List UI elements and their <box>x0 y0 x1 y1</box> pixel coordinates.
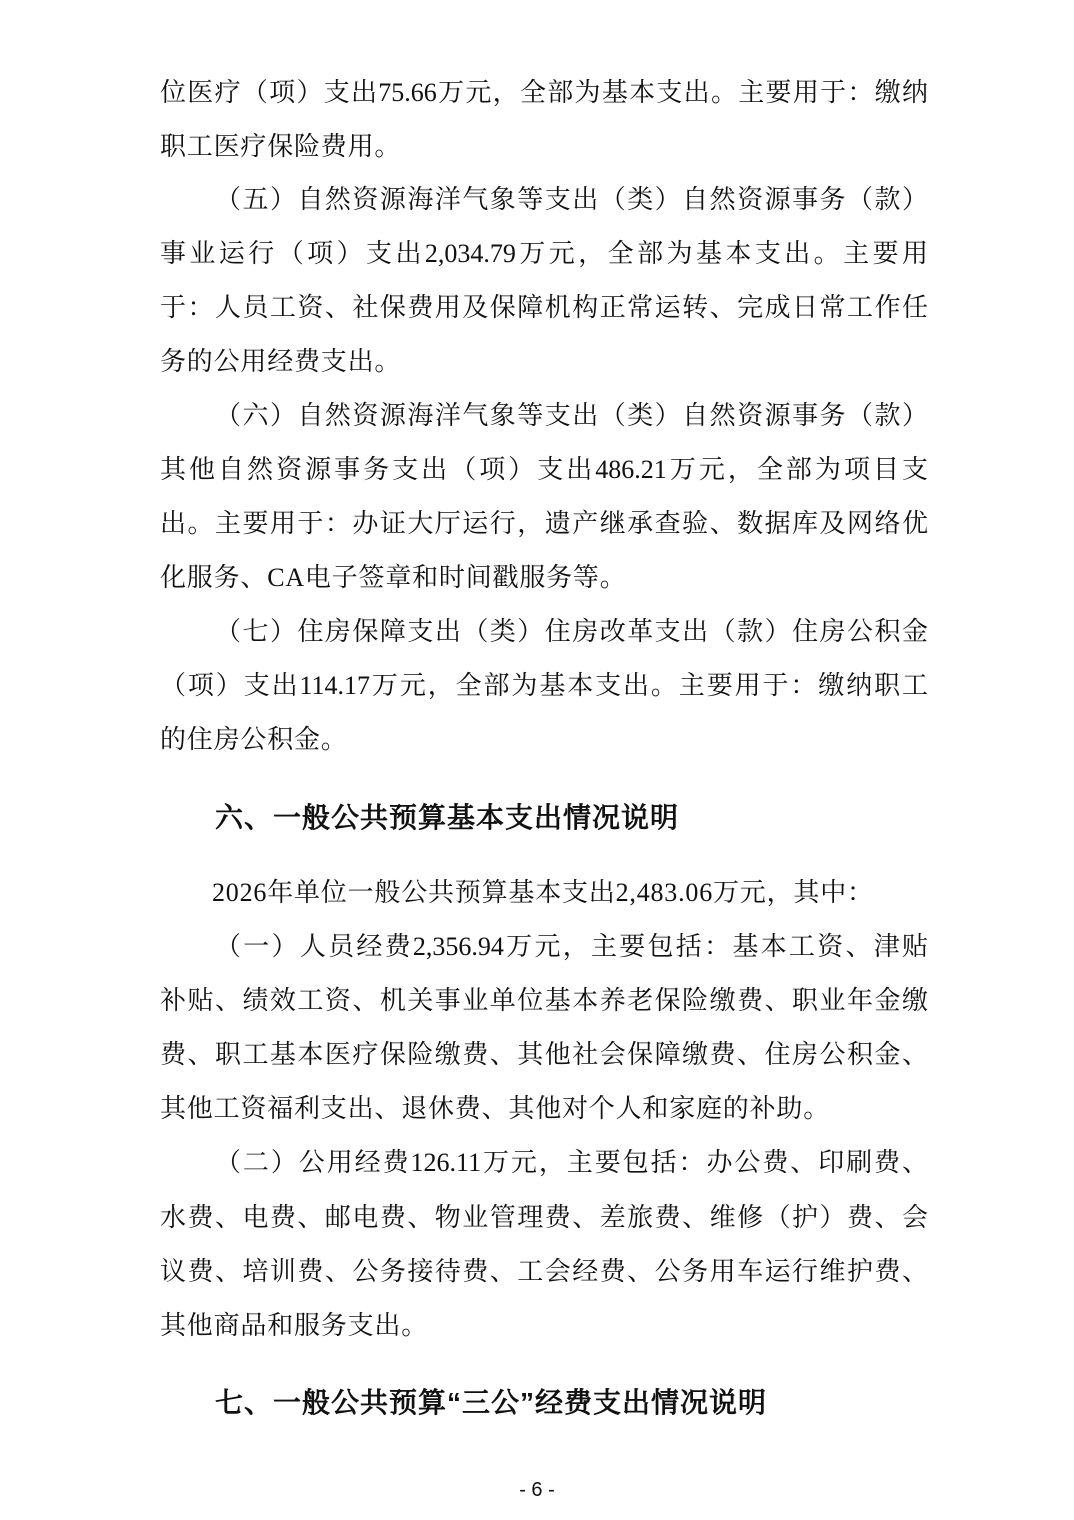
paragraph-line: 其他工资福利支出、退休费、其他对个人和家庭的补助。 <box>160 1094 831 1123</box>
paragraph-line: 出。主要用于：办证大厅运行，遗产继承查验、数据库及网络优 <box>160 509 928 538</box>
paragraph-line: 位医疗（项）支出75.66万元，全部为基本支出。主要用于：缴纳 <box>160 78 928 107</box>
paragraph-line: 费、职工基本医疗保险缴费、其他社会保障缴费、住房公积金、 <box>160 1040 928 1069</box>
paragraph-line: 事业运行（项）支出2,034.79万元，全部为基本支出。主要用 <box>160 239 928 268</box>
paragraph-line: 于：人员工资、社保费用及保障机构正常运转、完成日常工作任 <box>160 293 928 322</box>
paragraph-line: 水费、电费、邮电费、物业管理费、差旅费、维修（护）费、会 <box>160 1203 928 1232</box>
paragraph-line: （项）支出114.17万元，全部为基本支出。主要用于：缴纳职工 <box>160 671 928 700</box>
paragraph-line: （一）人员经费2,356.94万元，主要包括：基本工资、津贴 <box>215 932 928 961</box>
paragraph-line: 化服务、CA电子签章和时间戳服务等。 <box>160 563 627 592</box>
page-number: - 6 - <box>519 1479 555 1501</box>
paragraph-line: （七）住房保障支出（类）住房改革支出（款）住房公积金 <box>215 617 928 646</box>
paragraph-line: （二）公用经费126.11万元，主要包括：办公费、印刷费、 <box>215 1148 928 1177</box>
section-heading: 七、一般公共预算“三公”经费支出情况说明 <box>215 1387 768 1418</box>
paragraph-line: 其他商品和服务支出。 <box>160 1311 429 1340</box>
section-heading: 六、一般公共预算基本支出情况说明 <box>215 802 680 833</box>
paragraph-line: （五）自然资源海洋气象等支出（类）自然资源事务（款） <box>215 185 928 214</box>
paragraph-line: 的住房公积金。 <box>160 725 348 754</box>
paragraph-line: 2026年单位一般公共预算基本支出2,483.06万元，其中： <box>212 878 874 907</box>
paragraph-line: （六）自然资源海洋气象等支出（类）自然资源事务（款） <box>215 401 928 430</box>
paragraph-line: 补贴、绩效工资、机关事业单位基本养老保险缴费、职业年金缴 <box>160 986 928 1015</box>
paragraph-line: 其他自然资源事务支出（项）支出486.21万元，全部为项目支 <box>160 455 928 484</box>
paragraph-line: 议费、培训费、公务接待费、工会经费、公务用车运行维护费、 <box>160 1257 928 1286</box>
paragraph-line: 职工医疗保险费用。 <box>160 132 402 161</box>
paragraph-line: 务的公用经费支出。 <box>160 347 402 376</box>
